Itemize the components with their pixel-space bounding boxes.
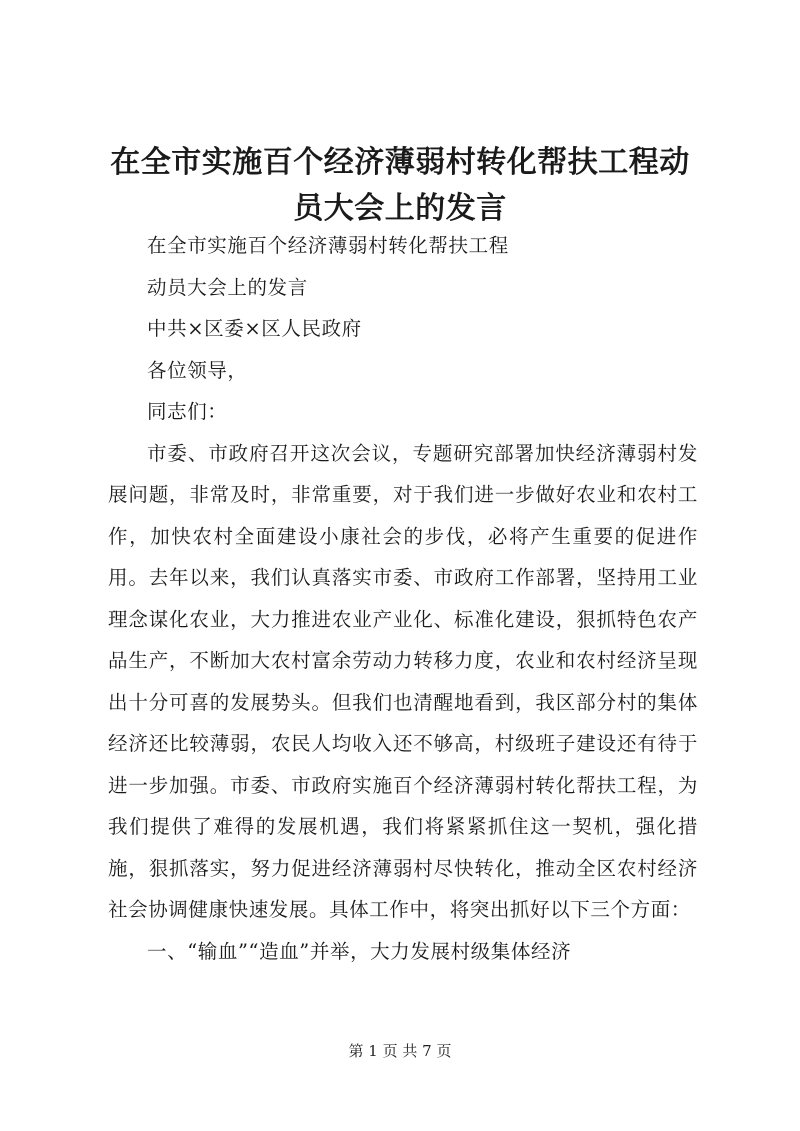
page-footer: 第 1 页 共 7 页: [348, 1042, 452, 1060]
subtitle-line-1: 在全市实施百个经济薄弱村转化帮扶工程: [147, 234, 509, 257]
author-line: 中共×区委×区人民政府: [147, 317, 362, 340]
document-body: [108, 225, 698, 972]
subtitle-line-2: 动员大会上的发言: [147, 275, 308, 299]
section-heading: 一、“输血”“造血”并举，大力发展村级集体经济: [147, 939, 572, 963]
salutation-leaders: 各位领导，: [147, 358, 248, 382]
body-paragraph: 市委、市政府召开这次会议，专题研究部署加快经济薄弱村发展问题，非常及时，非常重要，对于我们进一步做好农业和农村工作，加快农村全面建设小康社会的步伐，必将产生重要的促进作用。去年以来，我们认真落实市委、市政府工作部署，坚持用工业理念谋化农业，大力推进农业产业化、标准化建设，狠抓特色农产品生产，不断加大农村富余劳动力转移力度，农业和农村经济呈现出十分可喜的发展势头。但我们也清醒地看到，我区部分村的集体经济还比较薄弱，农民人均收入还不够高，村级班子建设还有待于进一步加强。市委、市政府实施百个经济薄弱村转化帮扶工程，为我们提供了难得的发展机遇，我们将紧紧抓住这一契机，强化措施，狠抓落实，努力促进经济薄弱村尽快转化，推动全区农村经济社会协调健康快速发展。具体工作中，将突出抓好以下三个方面：: [108, 441, 698, 921]
salutation-comrades: 同志们：: [147, 400, 228, 423]
document-title: 在全市实施百个经济薄弱村转化帮扶工程动员大会上的发言: [110, 145, 690, 226]
